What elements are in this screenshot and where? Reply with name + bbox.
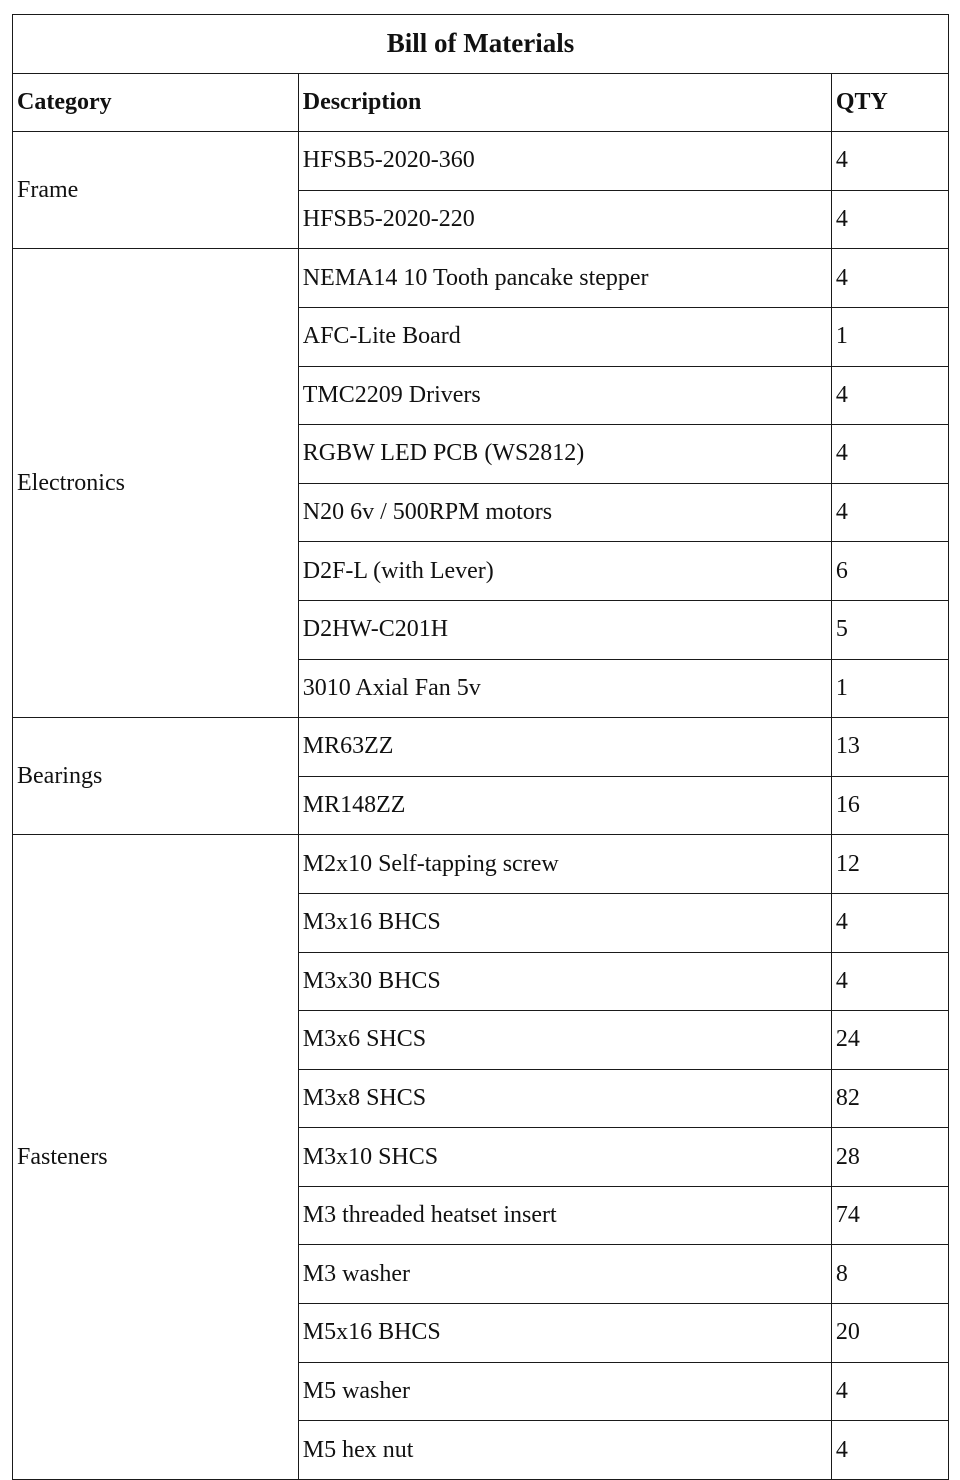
qty-cell: 4	[831, 483, 948, 542]
description-cell: M3x6 SHCS	[298, 1011, 831, 1070]
qty-cell: 4	[831, 1362, 948, 1421]
qty-cell: 4	[831, 952, 948, 1011]
description-cell: TMC2209 Drivers	[298, 366, 831, 425]
qty-cell: 1	[831, 659, 948, 718]
table-row	[13, 718, 949, 777]
table-body	[13, 132, 949, 1480]
description-cell: 3010 Axial Fan 5v	[298, 659, 831, 718]
qty-cell: 4	[831, 425, 948, 484]
description-cell: HFSB5-2020-220	[298, 190, 831, 249]
qty-cell: 24	[831, 1011, 948, 1070]
qty-cell: 28	[831, 1128, 948, 1187]
qty-cell: 6	[831, 542, 948, 601]
description-cell: M2x10 Self-tapping screw	[298, 835, 831, 894]
qty-cell: 4	[831, 132, 948, 191]
qty-cell: 1	[831, 307, 948, 366]
qty-cell: 82	[831, 1069, 948, 1128]
qty-cell: 4	[831, 1421, 948, 1480]
qty-cell: 74	[831, 1186, 948, 1245]
description-cell: M3 washer	[298, 1245, 831, 1304]
qty-cell: 8	[831, 1245, 948, 1304]
description-cell: M3 threaded heatset insert	[298, 1186, 831, 1245]
title-row	[13, 15, 949, 74]
description-cell: M3x30 BHCS	[298, 952, 831, 1011]
qty-cell: 16	[831, 776, 948, 835]
description-cell: M3x8 SHCS	[298, 1069, 831, 1128]
qty-cell: 4	[831, 893, 948, 952]
description-cell: AFC-Lite Board	[298, 307, 831, 366]
description-cell: M5 hex nut	[298, 1421, 831, 1480]
description-cell: D2F-L (with Lever)	[298, 542, 831, 601]
qty-cell: 5	[831, 600, 948, 659]
header-qty: QTY	[831, 73, 948, 132]
description-cell: N20 6v / 500RPM motors	[298, 483, 831, 542]
category-cell: Electronics	[13, 249, 299, 718]
table-row	[13, 132, 949, 191]
header-row	[13, 73, 949, 132]
table-title: Bill of Materials	[13, 15, 949, 74]
description-cell: M5x16 BHCS	[298, 1304, 831, 1363]
category-cell: Bearings	[13, 718, 299, 835]
header-category: Category	[13, 73, 299, 132]
qty-cell: 13	[831, 718, 948, 777]
table-row	[13, 835, 949, 894]
description-cell: RGBW LED PCB (WS2812)	[298, 425, 831, 484]
qty-cell: 20	[831, 1304, 948, 1363]
description-cell: MR148ZZ	[298, 776, 831, 835]
header-description: Description	[298, 73, 831, 132]
table-row	[13, 249, 949, 308]
qty-cell: 4	[831, 366, 948, 425]
qty-cell: 4	[831, 249, 948, 308]
qty-cell: 12	[831, 835, 948, 894]
description-cell: HFSB5-2020-360	[298, 132, 831, 191]
description-cell: NEMA14 10 Tooth pancake stepper	[298, 249, 831, 308]
bill-of-materials-table	[12, 14, 949, 1480]
description-cell: M3x16 BHCS	[298, 893, 831, 952]
description-cell: M3x10 SHCS	[298, 1128, 831, 1187]
category-cell: Frame	[13, 132, 299, 249]
qty-cell: 4	[831, 190, 948, 249]
description-cell: MR63ZZ	[298, 718, 831, 777]
description-cell: M5 washer	[298, 1362, 831, 1421]
description-cell: D2HW-C201H	[298, 600, 831, 659]
category-cell: Fasteners	[13, 835, 299, 1480]
